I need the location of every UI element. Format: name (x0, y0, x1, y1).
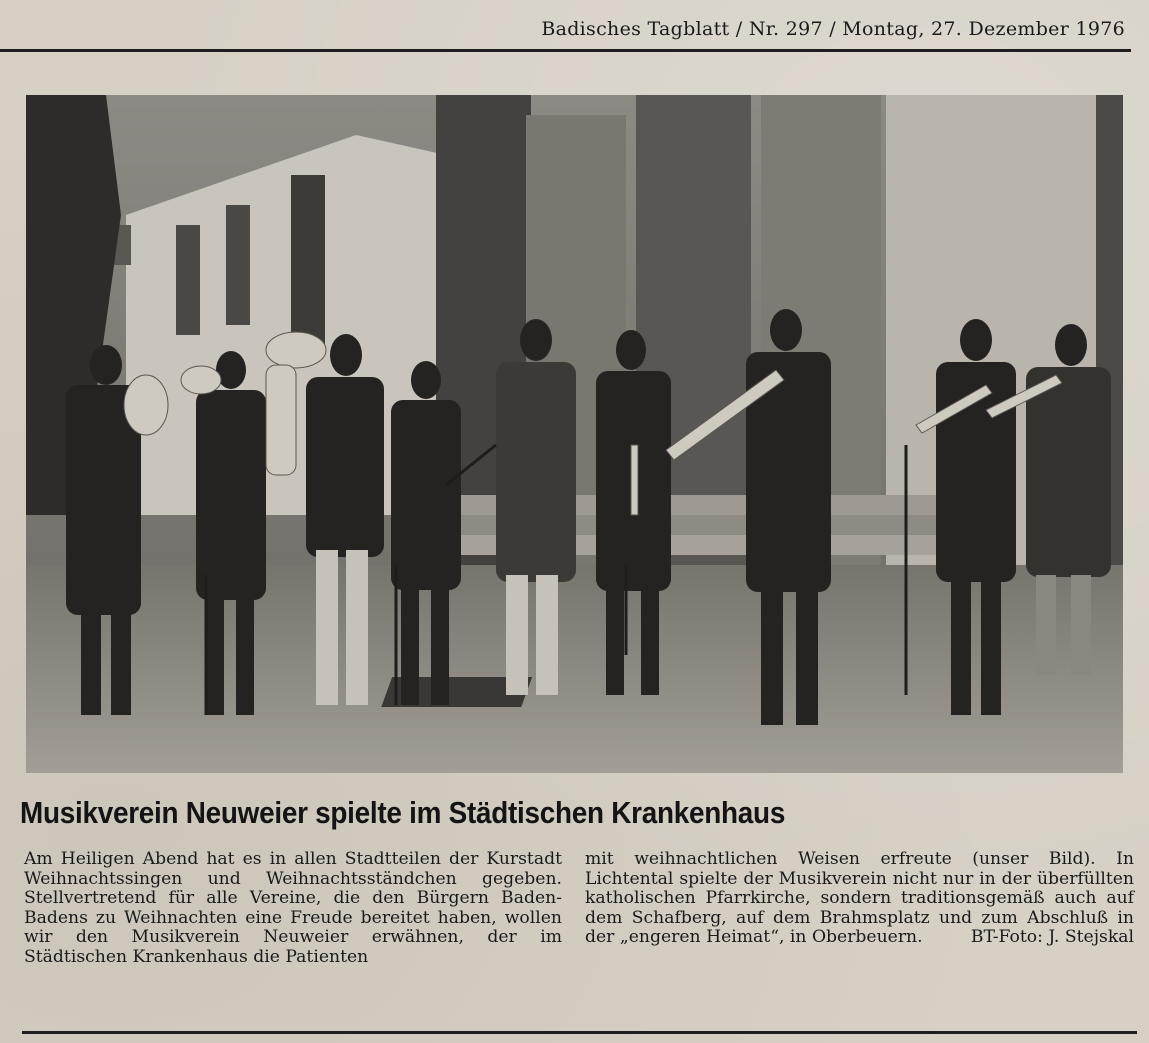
top-rule (0, 49, 1131, 52)
bottom-rule (22, 1031, 1137, 1034)
newspaper-dateline: Badisches Tagblatt / Nr. 297 / Montag, 27. Dezember 1976 (541, 18, 1125, 40)
photo-credit: BT-Foto: J. Stejskal (970, 927, 1134, 948)
article-headline: Musikverein Neuweier spielte im Städtischen Krankenhaus (20, 795, 786, 830)
article-body (24, 850, 1134, 1020)
article-column-right-text: mit weihnachtlichen Weisen erfreute (unser Bild). In Lichtental spielte der Musikverein nicht nur in der überfüllten katholischen Pfarrkirche, sondern traditionsgemäß auch auf dem Schafberg, auf dem Brahmsplatz und zum Abschluß in der „engeren Heimat“, in Oberbeuern. (585, 849, 1134, 948)
article-column-left: Am Heiligen Abend hat es in allen Stadtteilen der Kurstadt Weihnachtssingen und Weihnachtsständchen gegeben. Stellvertretend für alle Vereine, die den Bürgern Baden-Badens zu Weihnachten eine Freude bereitet haben, wollen wir den Musikverein Neuweier erwähnen, der im Städtischen Krankenhaus die Patienten (24, 849, 562, 967)
photo-band-icon (26, 95, 1123, 773)
article-column-right (585, 850, 1134, 948)
press-photo-brass-band (26, 95, 1123, 773)
